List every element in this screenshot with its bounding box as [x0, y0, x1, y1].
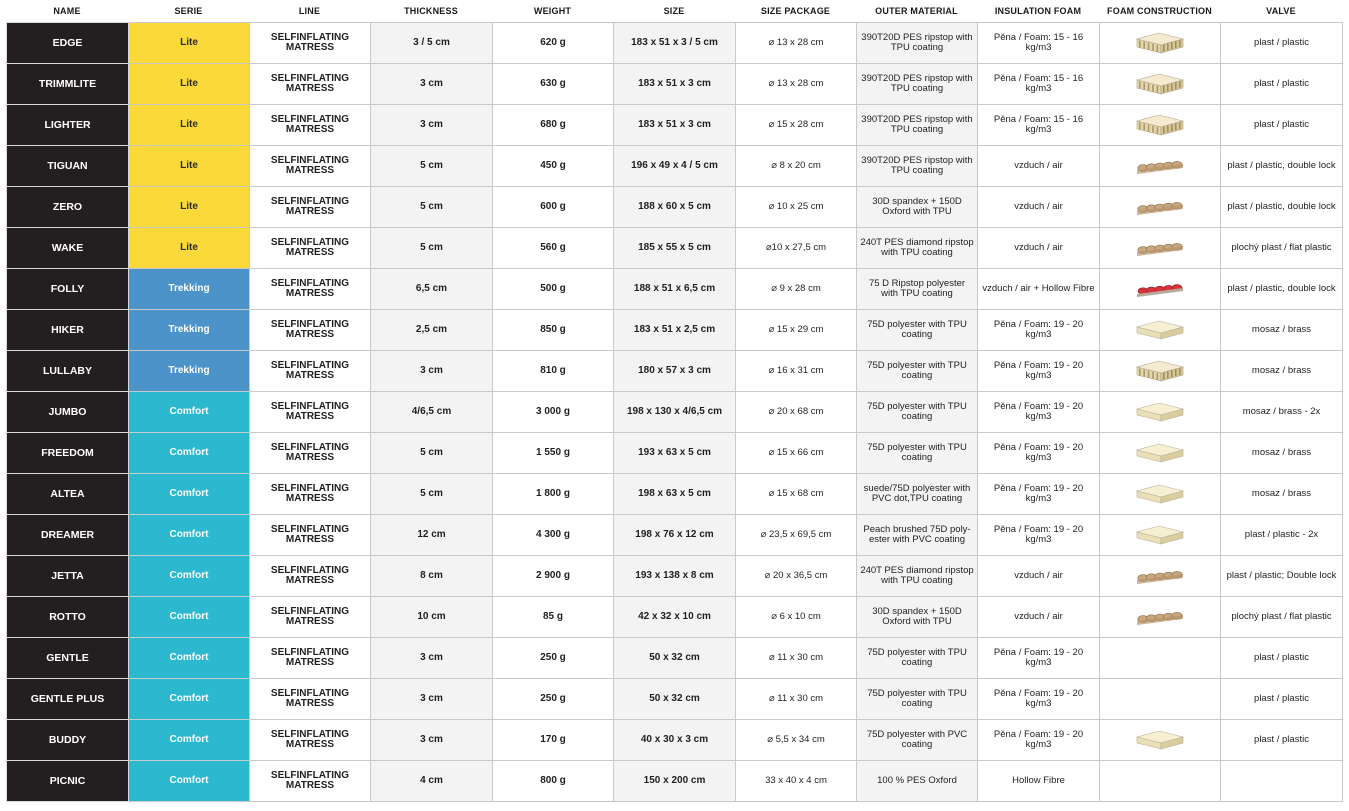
- serie-badge: Trekking: [129, 351, 250, 392]
- table-row: [7, 515, 1343, 556]
- foam-construction-cell: [1100, 679, 1221, 720]
- valve-cell: mosaz / brass: [1221, 474, 1343, 515]
- valve-cell: plast / plastic: [1221, 720, 1343, 761]
- table-row: [7, 228, 1343, 269]
- weight-cell: 620 g: [493, 23, 614, 64]
- foam-construction-cell: [1100, 597, 1221, 638]
- line-cell: SELFINFLATING MATRESS: [250, 310, 371, 351]
- cut-foam-icon: [1133, 112, 1187, 138]
- serie-badge: Lite: [129, 64, 250, 105]
- outer-material-cell: 100 % PES Oxford: [857, 761, 978, 802]
- outer-material-cell: 75D polyester with TPU coating: [857, 351, 978, 392]
- size-package-cell: ⌀ 20 x 36,5 cm: [736, 556, 857, 597]
- size-package-cell: ⌀ 15 x 28 cm: [736, 105, 857, 146]
- foam-construction-cell: [1100, 556, 1221, 597]
- insulation-foam-cell: Pěna / Foam: 15 - 16 kg/m3: [978, 105, 1100, 146]
- thickness-cell: 2,5 cm: [371, 310, 493, 351]
- size-package-cell: ⌀ 10 x 25 cm: [736, 187, 857, 228]
- table-row: [7, 433, 1343, 474]
- weight-cell: 4 300 g: [493, 515, 614, 556]
- serie-badge: Comfort: [129, 597, 250, 638]
- weight-cell: 85 g: [493, 597, 614, 638]
- valve-cell: plast / plastic: [1221, 64, 1343, 105]
- serie-badge: Comfort: [129, 720, 250, 761]
- size-cell: 183 x 51 x 3 cm: [614, 64, 736, 105]
- product-name: FREEDOM: [7, 433, 129, 474]
- line-cell: SELFINFLATING MATRESS: [250, 474, 371, 515]
- header-outer: OUTER MATERIAL: [875, 6, 958, 16]
- thickness-cell: 4/6,5 cm: [371, 392, 493, 433]
- valve-cell: mosaz / brass: [1221, 310, 1343, 351]
- valve-cell: plast / plastic: [1221, 23, 1343, 64]
- product-name: EDGE: [7, 23, 129, 64]
- thickness-cell: 3 cm: [371, 105, 493, 146]
- product-name: ZERO: [7, 187, 129, 228]
- weight-cell: 2 900 g: [493, 556, 614, 597]
- outer-material-cell: 75 D Ripstop polyester with TPU coating: [857, 269, 978, 310]
- product-name: JETTA: [7, 556, 129, 597]
- table-row: [7, 474, 1343, 515]
- size-cell: 198 x 76 x 12 cm: [614, 515, 736, 556]
- foam-construction-cell: [1100, 310, 1221, 351]
- weight-cell: 250 g: [493, 679, 614, 720]
- insulation-foam-cell: Pěna / Foam: 19 - 20 kg/m3: [978, 515, 1100, 556]
- valve-cell: plast / plastic, double lock: [1221, 269, 1343, 310]
- header-size: SIZE: [663, 6, 685, 16]
- serie-badge: Comfort: [129, 679, 250, 720]
- cut-foam-icon: [1133, 71, 1187, 97]
- foam-construction-cell: [1100, 228, 1221, 269]
- weight-cell: 1 800 g: [493, 474, 614, 515]
- serie-badge: Lite: [129, 23, 250, 64]
- solid-foam-icon: [1133, 399, 1187, 425]
- foam-construction-cell: [1100, 720, 1221, 761]
- thickness-cell: 4 cm: [371, 761, 493, 802]
- size-package-cell: ⌀ 23,5 x 69,5 cm: [736, 515, 857, 556]
- line-cell: SELFINFLATING MATRESS: [250, 761, 371, 802]
- serie-badge: Trekking: [129, 310, 250, 351]
- header-construction: FOAM CONSTRUCTION: [1107, 6, 1212, 16]
- outer-material-cell: suede/75D polyester with PVC dot,TPU coating: [857, 474, 978, 515]
- thickness-cell: 5 cm: [371, 474, 493, 515]
- thickness-cell: 3 cm: [371, 638, 493, 679]
- product-name: GENTLE PLUS: [7, 679, 129, 720]
- insulation-foam-cell: vzduch / air: [978, 597, 1100, 638]
- weight-cell: 500 g: [493, 269, 614, 310]
- valve-cell: mosaz / brass: [1221, 351, 1343, 392]
- thickness-cell: 5 cm: [371, 228, 493, 269]
- outer-material-cell: 390T20D PES ripstop with TPU coating: [857, 105, 978, 146]
- product-name: LIGHTER: [7, 105, 129, 146]
- insulation-foam-cell: Pěna / Foam: 19 - 20 kg/m3: [978, 720, 1100, 761]
- product-name: HIKER: [7, 310, 129, 351]
- product-name: FOLLY: [7, 269, 129, 310]
- serie-badge: Comfort: [129, 474, 250, 515]
- size-package-cell: ⌀ 5,5 x 34 cm: [736, 720, 857, 761]
- air-tube-icon: [1133, 194, 1187, 220]
- size-package-cell: ⌀ 15 x 68 cm: [736, 474, 857, 515]
- valve-cell: plast / plastic, double lock: [1221, 146, 1343, 187]
- foam-construction-cell: [1100, 474, 1221, 515]
- foam-construction-cell: [1100, 761, 1221, 802]
- foam-construction-cell: [1100, 392, 1221, 433]
- insulation-foam-cell: Hollow Fibre: [978, 761, 1100, 802]
- outer-material-cell: 75D polyester with TPU coating: [857, 392, 978, 433]
- table-row: [7, 761, 1343, 802]
- insulation-foam-cell: vzduch / air: [978, 187, 1100, 228]
- foam-construction-cell: [1100, 351, 1221, 392]
- foam-construction-cell: [1100, 64, 1221, 105]
- weight-cell: 630 g: [493, 64, 614, 105]
- table-row: [7, 720, 1343, 761]
- product-name: BUDDY: [7, 720, 129, 761]
- air-tube-icon: [1133, 153, 1187, 179]
- weight-cell: 170 g: [493, 720, 614, 761]
- air-tube-icon: [1133, 563, 1187, 589]
- outer-material-cell: 75D polyester with PVC coating: [857, 720, 978, 761]
- product-name: PICNIC: [7, 761, 129, 802]
- table-row: [7, 146, 1343, 187]
- product-name: ALTEA: [7, 474, 129, 515]
- header-foam: INSULATION FOAM: [994, 6, 1082, 16]
- table-row: [7, 638, 1343, 679]
- cut-foam-icon: [1133, 30, 1187, 56]
- product-name: TRIMMLITE: [7, 64, 129, 105]
- size-cell: 196 x 49 x 4 / 5 cm: [614, 146, 736, 187]
- foam-construction-cell: [1100, 187, 1221, 228]
- insulation-foam-cell: Pěna / Foam: 19 - 20 kg/m3: [978, 351, 1100, 392]
- header-valve: VALVE: [1266, 6, 1296, 16]
- thickness-cell: 3 cm: [371, 351, 493, 392]
- outer-material-cell: 75D polyester with TPU coating: [857, 433, 978, 474]
- thickness-cell: 8 cm: [371, 556, 493, 597]
- air-tube-icon: [1133, 235, 1187, 261]
- outer-material-cell: 75D polyester with TPU coating: [857, 638, 978, 679]
- product-name: GENTLE: [7, 638, 129, 679]
- thickness-cell: 5 cm: [371, 433, 493, 474]
- foam-construction-cell: [1100, 515, 1221, 556]
- size-cell: 40 x 30 x 3 cm: [614, 720, 736, 761]
- size-cell: 188 x 51 x 6,5 cm: [614, 269, 736, 310]
- size-cell: 183 x 51 x 2,5 cm: [614, 310, 736, 351]
- header-name: NAME: [53, 6, 81, 16]
- insulation-foam-cell: Pěna / Foam: 15 - 16 kg/m3: [978, 64, 1100, 105]
- thickness-cell: 6,5 cm: [371, 269, 493, 310]
- header-line: LINE: [298, 6, 321, 16]
- size-cell: 50 x 32 cm: [614, 638, 736, 679]
- size-package-cell: ⌀ 20 x 68 cm: [736, 392, 857, 433]
- valve-cell: plast / plastic, double lock: [1221, 187, 1343, 228]
- product-name: DREAMER: [7, 515, 129, 556]
- product-name: JUMBO: [7, 392, 129, 433]
- size-cell: 183 x 51 x 3 cm: [614, 105, 736, 146]
- cut-foam-icon: [1133, 358, 1187, 384]
- header-thickness: THICKNESS: [404, 6, 458, 16]
- size-cell: 150 x 200 cm: [614, 761, 736, 802]
- insulation-foam-cell: Pěna / Foam: 19 - 20 kg/m3: [978, 638, 1100, 679]
- size-package-cell: ⌀ 11 x 30 cm: [736, 638, 857, 679]
- thickness-cell: 3 cm: [371, 679, 493, 720]
- line-cell: SELFINFLATING MATRESS: [250, 720, 371, 761]
- insulation-foam-cell: Pěna / Foam: 19 - 20 kg/m3: [978, 433, 1100, 474]
- outer-material-cell: 390T20D PES ripstop with TPU coating: [857, 64, 978, 105]
- valve-cell: plast / plastic: [1221, 105, 1343, 146]
- insulation-foam-cell: vzduch / air: [978, 556, 1100, 597]
- weight-cell: 850 g: [493, 310, 614, 351]
- weight-cell: 1 550 g: [493, 433, 614, 474]
- foam-construction-cell: [1100, 638, 1221, 679]
- thickness-cell: 5 cm: [371, 187, 493, 228]
- insulation-foam-cell: vzduch / air + Hollow Fibre: [978, 269, 1100, 310]
- table-row: [7, 392, 1343, 433]
- thickness-cell: 12 cm: [371, 515, 493, 556]
- size-cell: 180 x 57 x 3 cm: [614, 351, 736, 392]
- size-package-cell: ⌀ 11 x 30 cm: [736, 679, 857, 720]
- line-cell: SELFINFLATING MATRESS: [250, 228, 371, 269]
- table-header: [0, 0, 1349, 22]
- weight-cell: 600 g: [493, 187, 614, 228]
- air-fibre-icon: [1133, 276, 1187, 302]
- serie-badge: Comfort: [129, 638, 250, 679]
- outer-material-cell: 390T20D PES ripstop with TPU coating: [857, 146, 978, 187]
- table-row: [7, 351, 1343, 392]
- solid-foam-icon: [1133, 481, 1187, 507]
- line-cell: SELFINFLATING MATRESS: [250, 351, 371, 392]
- line-cell: SELFINFLATING MATRESS: [250, 515, 371, 556]
- insulation-foam-cell: Pěna / Foam: 19 - 20 kg/m3: [978, 679, 1100, 720]
- thickness-cell: 3 cm: [371, 64, 493, 105]
- outer-material-cell: 390T20D PES ripstop with TPU coating: [857, 23, 978, 64]
- line-cell: SELFINFLATING MATRESS: [250, 187, 371, 228]
- size-cell: 183 x 51 x 3 / 5 cm: [614, 23, 736, 64]
- size-package-cell: ⌀ 16 x 31 cm: [736, 351, 857, 392]
- size-cell: 193 x 138 x 8 cm: [614, 556, 736, 597]
- line-cell: SELFINFLATING MATRESS: [250, 23, 371, 64]
- insulation-foam-cell: Pěna / Foam: 19 - 20 kg/m3: [978, 474, 1100, 515]
- weight-cell: 560 g: [493, 228, 614, 269]
- line-cell: SELFINFLATING MATRESS: [250, 146, 371, 187]
- insulation-foam-cell: Pěna / Foam: 15 - 16 kg/m3: [978, 23, 1100, 64]
- solid-foam-icon: [1133, 440, 1187, 466]
- line-cell: SELFINFLATING MATRESS: [250, 679, 371, 720]
- table-row: [7, 105, 1343, 146]
- product-name: LULLABY: [7, 351, 129, 392]
- foam-construction-cell: [1100, 433, 1221, 474]
- foam-construction-cell: [1100, 269, 1221, 310]
- table-row: [7, 187, 1343, 228]
- table-row: [7, 679, 1343, 720]
- header-serie: SERIE: [174, 6, 203, 16]
- size-package-cell: ⌀ 15 x 29 cm: [736, 310, 857, 351]
- valve-cell: mosaz / brass: [1221, 433, 1343, 474]
- table-row: [7, 597, 1343, 638]
- valve-cell: plast / plastic; Double lock: [1221, 556, 1343, 597]
- outer-material-cell: Peach brushed 75D poly-ester with PVC coating: [857, 515, 978, 556]
- weight-cell: 250 g: [493, 638, 614, 679]
- size-cell: 42 x 32 x 10 cm: [614, 597, 736, 638]
- table-row: [7, 23, 1343, 64]
- size-cell: 198 x 130 x 4/6,5 cm: [614, 392, 736, 433]
- outer-material-cell: 240T PES diamond ripstop with TPU coating: [857, 556, 978, 597]
- insulation-foam-cell: vzduch / air: [978, 146, 1100, 187]
- foam-construction-cell: [1100, 105, 1221, 146]
- weight-cell: 800 g: [493, 761, 614, 802]
- serie-badge: Comfort: [129, 392, 250, 433]
- size-package-cell: ⌀ 6 x 10 cm: [736, 597, 857, 638]
- air-tube-icon: [1133, 604, 1187, 630]
- weight-cell: 810 g: [493, 351, 614, 392]
- insulation-foam-cell: vzduch / air: [978, 228, 1100, 269]
- serie-badge: Lite: [129, 187, 250, 228]
- insulation-foam-cell: Pěna / Foam: 19 - 20 kg/m3: [978, 392, 1100, 433]
- serie-badge: Comfort: [129, 515, 250, 556]
- weight-cell: 450 g: [493, 146, 614, 187]
- thickness-cell: 3 cm: [371, 720, 493, 761]
- size-package-cell: ⌀ 13 x 28 cm: [736, 23, 857, 64]
- weight-cell: 3 000 g: [493, 392, 614, 433]
- line-cell: SELFINFLATING MATRESS: [250, 392, 371, 433]
- valve-cell: [1221, 761, 1343, 802]
- foam-construction-cell: [1100, 146, 1221, 187]
- thickness-cell: 3 / 5 cm: [371, 23, 493, 64]
- line-cell: SELFINFLATING MATRESS: [250, 269, 371, 310]
- solid-foam-icon: [1133, 522, 1187, 548]
- size-package-cell: ⌀ 13 x 28 cm: [736, 64, 857, 105]
- serie-badge: Trekking: [129, 269, 250, 310]
- size-cell: 193 x 63 x 5 cm: [614, 433, 736, 474]
- thickness-cell: 5 cm: [371, 146, 493, 187]
- serie-badge: Lite: [129, 146, 250, 187]
- foam-construction-cell: [1100, 23, 1221, 64]
- size-cell: 185 x 55 x 5 cm: [614, 228, 736, 269]
- weight-cell: 680 g: [493, 105, 614, 146]
- size-package-cell: ⌀ 15 x 66 cm: [736, 433, 857, 474]
- valve-cell: plochý plast / flat plastic: [1221, 597, 1343, 638]
- solid-foam-icon: [1133, 727, 1187, 753]
- outer-material-cell: 30D spandex + 150D Oxford with TPU: [857, 187, 978, 228]
- size-package-cell: 33 x 40 x 4 cm: [736, 761, 857, 802]
- valve-cell: plast / plastic - 2x: [1221, 515, 1343, 556]
- product-name: TIGUAN: [7, 146, 129, 187]
- table-row: [7, 310, 1343, 351]
- line-cell: SELFINFLATING MATRESS: [250, 105, 371, 146]
- table-row: [7, 64, 1343, 105]
- product-name: WAKE: [7, 228, 129, 269]
- line-cell: SELFINFLATING MATRESS: [250, 638, 371, 679]
- valve-cell: plast / plastic: [1221, 679, 1343, 720]
- serie-badge: Lite: [129, 105, 250, 146]
- outer-material-cell: 240T PES diamond ripstop with TPU coating: [857, 228, 978, 269]
- serie-badge: Comfort: [129, 761, 250, 802]
- outer-material-cell: 30D spandex + 150D Oxford with TPU: [857, 597, 978, 638]
- product-table: [6, 22, 1343, 802]
- line-cell: SELFINFLATING MATRESS: [250, 64, 371, 105]
- valve-cell: plast / plastic: [1221, 638, 1343, 679]
- size-package-cell: ⌀ 8 x 20 cm: [736, 146, 857, 187]
- insulation-foam-cell: Pěna / Foam: 19 - 20 kg/m3: [978, 310, 1100, 351]
- header-package: SIZE PACKAGE: [760, 6, 831, 16]
- table-row: [7, 556, 1343, 597]
- outer-material-cell: 75D polyester with TPU coating: [857, 679, 978, 720]
- table-row: [7, 269, 1343, 310]
- product-name: ROTTO: [7, 597, 129, 638]
- size-cell: 50 x 32 cm: [614, 679, 736, 720]
- line-cell: SELFINFLATING MATRESS: [250, 433, 371, 474]
- thickness-cell: 10 cm: [371, 597, 493, 638]
- size-cell: 198 x 63 x 5 cm: [614, 474, 736, 515]
- size-cell: 188 x 60 x 5 cm: [614, 187, 736, 228]
- serie-badge: Comfort: [129, 556, 250, 597]
- line-cell: SELFINFLATING MATRESS: [250, 556, 371, 597]
- header-weight: WEIGHT: [533, 6, 572, 16]
- line-cell: SELFINFLATING MATRESS: [250, 597, 371, 638]
- size-package-cell: ⌀10 x 27,5 cm: [736, 228, 857, 269]
- valve-cell: plochý plast / flat plastic: [1221, 228, 1343, 269]
- serie-badge: Lite: [129, 228, 250, 269]
- valve-cell: mosaz / brass - 2x: [1221, 392, 1343, 433]
- serie-badge: Comfort: [129, 433, 250, 474]
- outer-material-cell: 75D polyester with TPU coating: [857, 310, 978, 351]
- solid-foam-icon: [1133, 317, 1187, 343]
- size-package-cell: ⌀ 9 x 28 cm: [736, 269, 857, 310]
